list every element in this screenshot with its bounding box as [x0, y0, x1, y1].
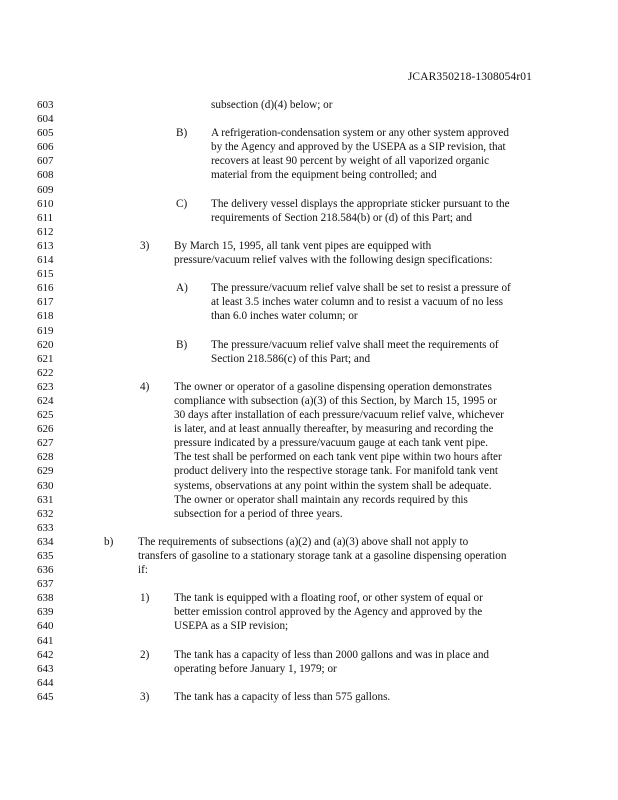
line-text: The pressure/vacuum relief valve shall meet the requirements of: [211, 338, 499, 351]
line-text: recovers at least 90 percent by weight of all vaporized organic: [211, 155, 490, 168]
text-line: [0, 450, 618, 464]
text-line: [0, 549, 618, 563]
line-number: 615: [37, 268, 54, 281]
line-number: 638: [37, 592, 54, 605]
text-line: [0, 309, 618, 323]
text-line: [0, 662, 618, 676]
line-text: By March 15, 1995, all tank vent pipes are equipped with: [174, 239, 432, 252]
text-line: [0, 464, 618, 478]
text-line: [0, 352, 618, 366]
list-marker: 2): [140, 648, 150, 661]
list-marker: 1): [140, 592, 150, 605]
line-text: requirements of Section 218.584(b) or (d) of this Part; and: [211, 211, 472, 224]
text-line: [0, 112, 618, 126]
line-number: 618: [37, 310, 54, 323]
line-text: systems, observations at any point within the system shall be adequate.: [174, 479, 492, 492]
text-line: [0, 295, 618, 309]
line-number: 608: [37, 169, 54, 182]
line-text: product delivery into the respective storage tank. For manifold tank vent: [174, 465, 499, 478]
line-text: The pressure/vacuum relief valve shall be set to resist a pressure of: [211, 282, 511, 295]
text-line: [0, 577, 618, 591]
line-number: 630: [37, 479, 54, 492]
text-line: [0, 619, 618, 633]
line-text: pressure indicated by a pressure/vacuum gauge at each tank vent pipe.: [174, 437, 489, 450]
line-number: 606: [37, 141, 54, 154]
line-number: 645: [37, 690, 54, 703]
line-text: operating before January 1, 1979; or: [174, 662, 337, 675]
line-number: 613: [37, 239, 54, 252]
line-number: 628: [37, 451, 54, 464]
text-line: [0, 394, 618, 408]
text-line: [0, 338, 618, 352]
text-line: [0, 563, 618, 577]
text-line: [0, 211, 618, 225]
text-line: [0, 521, 618, 535]
text-line: [0, 422, 618, 436]
line-number: 632: [37, 507, 54, 520]
text-line: [0, 225, 618, 239]
line-number: 609: [37, 183, 54, 196]
text-line: [0, 267, 618, 281]
line-number: 625: [37, 409, 54, 422]
text-line: [0, 324, 618, 338]
line-number: 643: [37, 662, 54, 675]
line-number: 644: [37, 676, 54, 689]
line-text: is later, and at least annually thereafter, by measuring and recording the: [174, 423, 494, 436]
line-number: 624: [37, 394, 54, 407]
line-number: 626: [37, 423, 54, 436]
text-line: [0, 239, 618, 253]
line-text: The tank is equipped with a floating roof, or other system of equal or: [174, 592, 483, 605]
text-line: [0, 366, 618, 380]
line-number: 637: [37, 578, 54, 591]
line-text: compliance with subsection (a)(3) of this Section, by March 15, 1995 or: [174, 394, 497, 407]
text-line: [0, 493, 618, 507]
list-marker: C): [176, 197, 188, 210]
text-line: [0, 281, 618, 295]
line-text: 30 days after installation of each pressure/vacuum relief valve, whichever: [174, 409, 504, 422]
line-number: 641: [37, 634, 54, 647]
list-marker: B): [176, 338, 188, 351]
line-number: 640: [37, 620, 54, 633]
line-text: The delivery vessel displays the appropriate sticker pursuant to the: [211, 197, 510, 210]
line-number: 629: [37, 465, 54, 478]
line-text: The owner or operator shall maintain any records required by this: [174, 493, 468, 506]
line-text: better emission control approved by the Agency and approved by the: [174, 606, 483, 619]
line-number: 642: [37, 648, 54, 661]
line-text: if:: [138, 564, 148, 577]
line-text: at least 3.5 inches water column and to resist a vacuum of no less: [211, 296, 504, 309]
line-text: subsection (d)(4) below; or: [211, 99, 333, 111]
line-number: 604: [37, 113, 54, 126]
text-line: [0, 380, 618, 394]
line-text: transfers of gasoline to a stationary storage tank at a gasoline dispensing operation: [138, 550, 507, 562]
line-text: USEPA as a SIP revision;: [174, 620, 289, 633]
list-marker: b): [104, 535, 114, 548]
line-number: 633: [37, 521, 54, 534]
text-line: [0, 253, 618, 267]
line-number: 627: [37, 437, 54, 450]
line-number: 614: [37, 254, 54, 267]
line-number: 623: [37, 380, 54, 393]
line-text: by the Agency and approved by the USEPA as a SIP revision, that: [211, 141, 506, 154]
text-line: [0, 535, 618, 549]
line-number: 620: [37, 338, 54, 351]
text-line: [0, 479, 618, 493]
line-number: 612: [37, 225, 54, 238]
line-text: than 6.0 inches water column; or: [211, 310, 358, 323]
list-marker: 4): [140, 380, 150, 393]
line-number: 603: [37, 99, 54, 111]
line-text: pressure/vacuum relief valves with the following design specifications:: [174, 254, 493, 267]
text-line: [0, 648, 618, 662]
text-line: [0, 126, 618, 140]
text-line: [0, 98, 618, 112]
line-number: 634: [37, 535, 54, 548]
line-text: Section 218.586(c) of this Part; and: [211, 352, 371, 365]
text-line: [0, 168, 618, 182]
line-text: subsection for a period of three years.: [174, 507, 343, 520]
line-text: The requirements of subsections (a)(2) and (a)(3) above shall not apply to: [138, 535, 469, 548]
text-line: [0, 197, 618, 211]
line-number: 639: [37, 606, 54, 619]
line-number: 611: [37, 211, 54, 224]
line-number: 635: [37, 550, 54, 562]
text-line: [0, 408, 618, 422]
text-line: [0, 634, 618, 648]
line-number: 619: [37, 324, 54, 337]
list-marker: A): [176, 282, 188, 295]
text-line: [0, 140, 618, 154]
text-line: [0, 605, 618, 619]
text-line: [0, 676, 618, 690]
line-number: 616: [37, 282, 54, 295]
text-line: [0, 591, 618, 605]
line-number: 621: [37, 352, 54, 365]
list-marker: 3): [140, 239, 150, 252]
line-number: 610: [37, 197, 54, 210]
line-number: 617: [37, 296, 54, 309]
document-code: JCAR350218-1308054r01: [407, 71, 532, 83]
line-number: 622: [37, 366, 54, 379]
list-marker: B): [176, 127, 188, 140]
line-text: material from the equipment being controlled; and: [211, 169, 437, 182]
list-marker: 3): [140, 690, 150, 703]
line-text: The owner or operator of a gasoline dispensing operation demonstrates: [174, 380, 492, 393]
line-number: 607: [37, 155, 54, 168]
text-line: [0, 154, 618, 168]
line-number: 605: [37, 127, 54, 140]
line-text: The tank has a capacity of less than 575 gallons.: [174, 690, 391, 703]
text-line: [0, 436, 618, 450]
line-number: 636: [37, 564, 54, 577]
text-line: [0, 690, 618, 704]
line-text: The test shall be performed on each tank vent pipe within two hours after: [174, 451, 502, 464]
text-line: [0, 183, 618, 197]
line-text: A refrigeration-condensation system or any other system approved: [211, 127, 509, 140]
line-number: 631: [37, 493, 54, 506]
line-text: The tank has a capacity of less than 2000 gallons and was in place and: [174, 648, 490, 661]
numbered-text-body: [0, 98, 618, 704]
text-line: [0, 507, 618, 521]
